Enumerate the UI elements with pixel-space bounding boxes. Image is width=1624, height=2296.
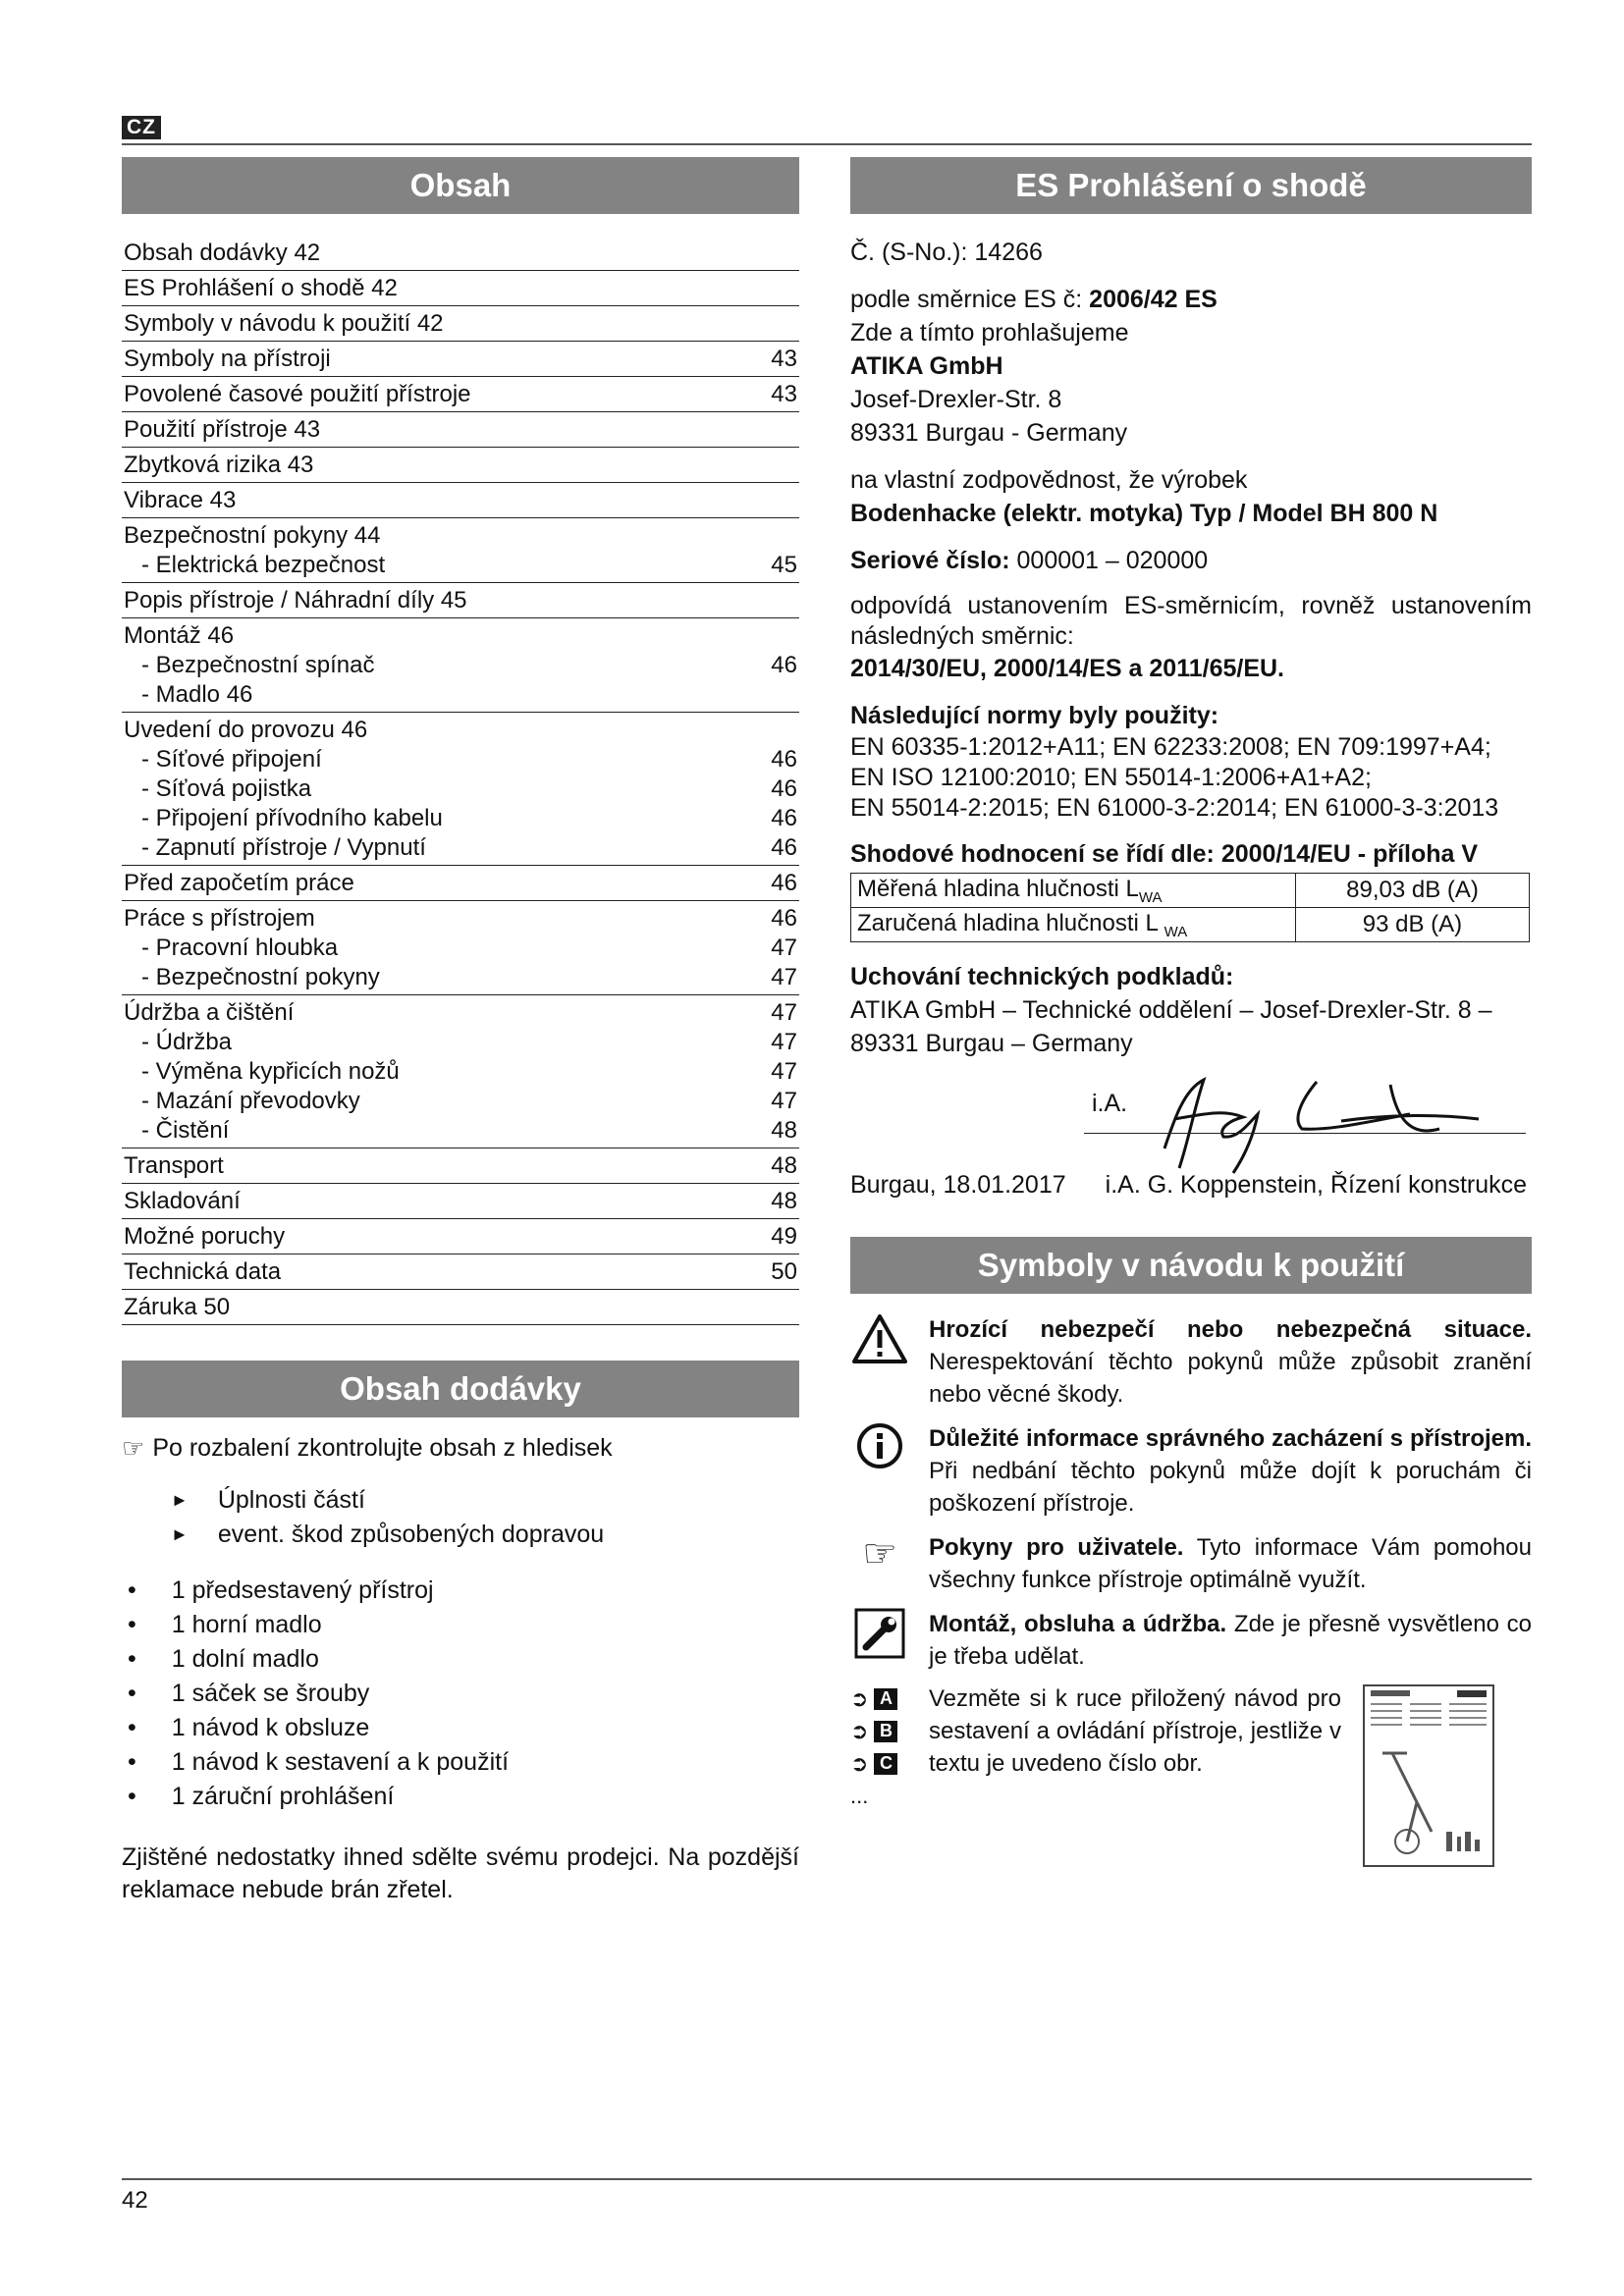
responsibility-line: na vlastní zodpovědnost, že výrobek <box>850 466 1248 494</box>
toc-entry <box>122 1148 799 1184</box>
symbol-desc: Při nedbání těchto pokynů může dojít k poruchám či poškození přístroje. <box>929 1458 1532 1517</box>
norm-line: EN 60335-1:2012+A11; EN 62233:2008; EN 709:1997+A4; <box>850 733 1491 761</box>
toc-title: - Mazání převodovky <box>141 1088 360 1114</box>
noise-label: Zaručená hladina hlučnosti L <box>857 909 1164 936</box>
toc-line <box>124 1151 797 1181</box>
directive-line <box>850 283 1532 316</box>
toc-entry <box>122 448 799 483</box>
docs-title: Uchování technických podkladů: <box>850 963 1234 990</box>
item-text: 1 návod k sestavení a k použití <box>171 1748 510 1776</box>
serial-label: Seriové číslo: <box>850 547 1017 574</box>
page-number: 42 <box>122 2187 148 2214</box>
language-badge: CZ <box>122 116 161 139</box>
symbol-bold: Montáž, obsluha a údržba. <box>929 1611 1227 1637</box>
figure-ref-c <box>850 1747 929 1780</box>
warning-triangle-icon <box>850 1313 909 1411</box>
toc-title: Povolené časové použití přístroje <box>124 381 471 407</box>
norm-line: EN ISO 12100:2010; EN 55014-1:2006+A1+A2; <box>850 764 1372 791</box>
list-item <box>171 1483 799 1518</box>
toc-entry <box>122 306 799 342</box>
toc-entry <box>122 483 799 518</box>
declaration-number: Č. (S-No.): 14266 <box>850 239 1043 266</box>
toc-title: - Bezpečnostní pokyny <box>141 964 380 990</box>
toc-title: - Zapnutí přístroje / Vypnutí <box>141 834 426 861</box>
item-text: 1 návod k obsluze <box>171 1714 370 1741</box>
serial-line <box>850 544 1532 577</box>
header-rule <box>122 143 1532 145</box>
toc-page-number: 49 <box>771 1223 797 1250</box>
arrow-right-icon: ➲ <box>850 1750 869 1776</box>
toc-title: Symboly v návodu k použití 42 <box>124 310 444 337</box>
company-name: ATIKA GmbH <box>850 352 1003 380</box>
toc-line <box>124 521 797 551</box>
toc-line <box>124 1222 797 1252</box>
symbol-text-warning <box>929 1313 1532 1411</box>
delivery-hint <box>122 1433 799 1464</box>
list-item <box>122 1711 799 1745</box>
toc-entry <box>122 236 799 271</box>
company-city: 89331 Burgau - Germany <box>850 419 1128 447</box>
toc-subentry <box>124 680 797 710</box>
toc-subentry <box>124 651 797 680</box>
toc-header: Obsah <box>122 157 799 214</box>
toc-page-number: 46 <box>771 834 797 861</box>
toc-entry <box>122 1184 799 1219</box>
right-column <box>850 157 1532 1867</box>
toc-subentry <box>124 963 797 992</box>
toc-page-number: 45 <box>771 552 797 578</box>
figure-letter: B <box>874 1721 897 1742</box>
toc-entry <box>122 518 799 583</box>
toc-title: Obsah dodávky 42 <box>124 240 321 266</box>
toc-title: Bezpečnostní pokyny 44 <box>124 522 381 549</box>
signature-rule <box>1084 1133 1526 1134</box>
triangle-arrow-icon: ► <box>171 1524 189 1544</box>
figure-ref-b <box>850 1715 929 1747</box>
toc-title: Technická data <box>124 1258 282 1285</box>
toc-title: - Madlo 46 <box>141 681 253 708</box>
toc-line <box>124 380 797 409</box>
toc-line <box>124 586 797 615</box>
table-of-contents <box>122 236 799 1325</box>
toc-line <box>124 274 797 303</box>
assessment-line: Shodové hodnocení se řídí dle: 2000/14/EU - příloha V <box>850 840 1479 868</box>
symbol-bold: Pokyny pro uživatele. <box>929 1534 1184 1561</box>
toc-title: Symboly na přístroji <box>124 346 331 372</box>
toc-entry <box>122 995 799 1148</box>
toc-line <box>124 716 797 745</box>
norms-list <box>850 732 1532 824</box>
toc-page-number: 47 <box>771 1029 797 1055</box>
toc-page-number: 48 <box>771 1188 797 1214</box>
symbol-desc: Nerespektování těchto pokynů může způsobit zranění nebo věcné škody. <box>929 1349 1532 1408</box>
bullet-icon: • <box>128 1611 136 1638</box>
figure-reference-text: Vezměte si k ruce přiložený návod pro sestavení a ovládání přístroje, jestliže v textu je uvedeno číslo obr. <box>929 1685 1341 1777</box>
toc-page-number: 48 <box>771 1117 797 1144</box>
toc-page-number: 47 <box>771 934 797 961</box>
symbol-row-assembly <box>850 1608 1532 1673</box>
list-item <box>122 1677 799 1711</box>
toc-subentry <box>124 774 797 804</box>
symbol-text-hint <box>929 1531 1532 1596</box>
symbol-row-hint <box>850 1531 1532 1596</box>
toc-entry <box>122 866 799 901</box>
toc-title: Transport <box>124 1152 224 1179</box>
toc-subentry <box>124 1116 797 1146</box>
toc-page-number: 47 <box>771 1088 797 1114</box>
toc-title: Údržba a čištění <box>124 999 295 1026</box>
symbol-bold: Hrozící nebezpečí nebo nebezpečná situace. <box>929 1316 1532 1343</box>
toc-title: Práce s přístrojem <box>124 905 315 932</box>
item-text: 1 předsestavený přístroj <box>171 1576 434 1604</box>
place-date: Burgau, 18.01.2017 <box>850 1171 1066 1199</box>
symbol-row-info <box>850 1422 1532 1520</box>
toc-line <box>124 415 797 445</box>
item-text: 1 horní madlo <box>171 1611 322 1638</box>
toc-entry <box>122 901 799 995</box>
toc-page-number: 46 <box>771 805 797 831</box>
noise-sub: WA <box>1164 923 1188 940</box>
toc-line <box>124 1257 797 1287</box>
bullet-icon: • <box>128 1645 136 1673</box>
delivery-hint-text: Po rozbalení zkontrolujte obsah z hledisek <box>152 1434 613 1462</box>
symbol-bold: Důležité informace správného zacházení s přístrojem. <box>929 1425 1532 1452</box>
toc-page-number: 47 <box>771 1058 797 1085</box>
declare-line: Zde a tímto prohlašujeme <box>850 319 1129 347</box>
product-line: Bodenhacke (elektr. motyka) Typ / Model BH 800 N <box>850 500 1438 527</box>
toc-title: - Síťová pojistka <box>141 775 312 802</box>
figure-letter: A <box>874 1688 897 1710</box>
symbol-row-warning <box>850 1313 1532 1411</box>
arrow-right-icon: ➲ <box>850 1685 869 1711</box>
pointing-hand-icon: ☞ <box>862 1532 897 1575</box>
delivery-checks <box>171 1483 799 1552</box>
list-item <box>122 1574 799 1608</box>
toc-title: Před započetím práce <box>124 870 354 896</box>
toc-subentry <box>124 551 797 580</box>
toc-title: Záruka 50 <box>124 1294 231 1320</box>
list-item <box>122 1642 799 1677</box>
toc-line <box>124 621 797 651</box>
serial-value: 000001 – 020000 <box>1016 547 1209 574</box>
list-item <box>122 1745 799 1780</box>
norm-line: EN 55014-2:2015; EN 61000-3-2:2014; EN 61000-3-3:2013 <box>850 794 1499 822</box>
pointing-hand-icon: ☞ <box>122 1433 145 1463</box>
toc-subentry <box>124 1087 797 1116</box>
toc-line <box>124 451 797 480</box>
toc-entry <box>122 1219 799 1255</box>
toc-title: Vibrace 43 <box>124 487 237 513</box>
noise-table <box>850 873 1530 942</box>
symbol-text-assembly <box>929 1608 1532 1673</box>
symbols-header: Symboly v návodu k použití <box>850 1237 1532 1294</box>
toc-title: Zbytková rizika 43 <box>124 452 314 478</box>
toc-title: - Údržba <box>141 1029 233 1055</box>
toc-title: ES Prohlášení o shodě 42 <box>124 275 398 301</box>
toc-title: Možné poruchy <box>124 1223 286 1250</box>
toc-title: Uvedení do provozu 46 <box>124 717 368 743</box>
toc-page-number: 46 <box>771 652 797 678</box>
noise-sub: WA <box>1138 888 1163 906</box>
list-item <box>171 1518 799 1552</box>
toc-entry <box>122 271 799 306</box>
left-column <box>122 157 799 1906</box>
toc-title: Skladování <box>124 1188 241 1214</box>
noise-label-cell <box>851 908 1296 942</box>
toc-subentry <box>124 745 797 774</box>
directive-value: 2006/42 ES <box>1089 286 1218 313</box>
toc-subentry <box>124 934 797 963</box>
toc-entry <box>122 412 799 448</box>
delivery-header: Obsah dodávky <box>122 1361 799 1417</box>
bullet-icon: • <box>128 1783 136 1810</box>
info-icon <box>850 1422 909 1520</box>
toc-line <box>124 904 797 934</box>
table-row <box>851 874 1530 908</box>
toc-line <box>124 998 797 1028</box>
toc-page-number: 47 <box>771 964 797 990</box>
toc-line <box>124 309 797 339</box>
list-item <box>122 1608 799 1642</box>
noise-label: Měřená hladina hlučnosti L <box>857 875 1139 902</box>
toc-entry <box>122 1255 799 1290</box>
toc-page-number: 47 <box>771 999 797 1026</box>
bullet-icon: • <box>128 1680 136 1707</box>
toc-page-number: 46 <box>771 775 797 802</box>
toc-title: - Elektrická bezpečnost <box>141 552 386 578</box>
check-text: Úplnosti částí <box>217 1486 365 1514</box>
toc-entry <box>122 713 799 866</box>
noise-value-cell: 93 dB (A) <box>1296 908 1530 942</box>
toc-page-number: 43 <box>771 346 797 372</box>
signatory: i.A. G. Koppenstein, Řízení konstrukce <box>1105 1171 1528 1199</box>
toc-title: - Čistění <box>141 1117 230 1144</box>
toc-page-number: 46 <box>771 746 797 773</box>
toc-subentry <box>124 1028 797 1057</box>
toc-page-number: 43 <box>771 381 797 407</box>
toc-subentry <box>124 833 797 863</box>
company-street: Josef-Drexler-Str. 8 <box>850 386 1062 413</box>
directive-prefix: podle směrnice ES č: <box>850 286 1090 313</box>
toc-title: Použití přístroje 43 <box>124 416 321 443</box>
toc-title: - Výměna kypřicích nožů <box>141 1058 400 1085</box>
toc-entry <box>122 583 799 618</box>
delivery-items <box>122 1574 799 1814</box>
delivery-note: Zjištěné nedostatky ihned sdělte svému prodejci. Na pozdější reklamace nebude brán zřetel. <box>122 1843 799 1903</box>
conformity-text: odpovídá ustanovením ES-směrnicím, rovněž ustanovením následných směrnic: <box>850 592 1532 650</box>
table-row <box>851 908 1530 942</box>
toc-page-number: 48 <box>771 1152 797 1179</box>
toc-title: Popis přístroje / Náhradní díly 45 <box>124 587 467 614</box>
noise-value-cell: 89,03 dB (A) <box>1296 874 1530 908</box>
toc-entry <box>122 1290 799 1325</box>
toc-title: - Připojení přívodního kabelu <box>141 805 443 831</box>
toc-subentry <box>124 1057 797 1087</box>
figure-ref-a <box>850 1682 929 1715</box>
toc-page-number: 46 <box>771 870 797 896</box>
toc-entry <box>122 342 799 377</box>
symbol-desc: Tyto informace Vám pomohou všechny funkce přístroje optimálně využít. <box>929 1534 1532 1593</box>
toc-title: - Bezpečnostní spínač <box>141 652 375 678</box>
toc-title: Montáž 46 <box>124 622 235 649</box>
item-text: 1 záruční prohlášení <box>171 1783 395 1810</box>
toc-line <box>124 1293 797 1322</box>
toc-subentry <box>124 804 797 833</box>
symbol-desc: Zde je přesně vysvětleno co je třeba udělat. <box>929 1611 1533 1670</box>
arrow-right-icon: ➲ <box>850 1718 869 1743</box>
toc-line <box>124 869 797 898</box>
docs-line-1: ATIKA GmbH – Technické oddělení – Josef-Drexler-Str. 8 – <box>850 996 1492 1024</box>
handwritten-signature <box>1145 1060 1498 1178</box>
signature-area <box>850 1060 1532 1168</box>
check-text: event. škod způsobených dopravou <box>217 1521 605 1548</box>
toc-page-number: 50 <box>771 1258 797 1285</box>
toc-entry <box>122 618 799 713</box>
figure-reference-block <box>850 1682 1532 1867</box>
manual-thumbnail-image <box>1363 1684 1494 1867</box>
toc-line <box>124 1187 797 1216</box>
bullet-icon: • <box>128 1714 136 1741</box>
item-text: 1 sáček se šrouby <box>171 1680 370 1707</box>
norms-title: Následující normy byly použity: <box>850 702 1219 729</box>
toc-line <box>124 486 797 515</box>
declaration-header: ES Prohlášení o shodě <box>850 157 1532 214</box>
toc-entry <box>122 377 799 412</box>
toc-title: - Pracovní hloubka <box>141 934 339 961</box>
noise-label-cell <box>851 874 1296 908</box>
figure-letter: C <box>874 1753 897 1775</box>
directives-line: 2014/30/EU, 2000/14/ES a 2011/65/EU. <box>850 655 1285 682</box>
ellipsis: ... <box>850 1783 869 1808</box>
bullet-icon: • <box>128 1748 136 1776</box>
footer-rule <box>122 2178 1532 2180</box>
toc-line <box>124 239 797 268</box>
wrench-icon <box>850 1608 909 1673</box>
item-text: 1 dolní madlo <box>171 1645 319 1673</box>
triangle-arrow-icon: ► <box>171 1490 189 1510</box>
list-item <box>122 1780 799 1814</box>
toc-page-number: 46 <box>771 905 797 932</box>
figure-reference-icons <box>850 1682 929 1867</box>
symbol-text-info <box>929 1422 1532 1520</box>
bullet-icon: • <box>128 1576 136 1604</box>
toc-line <box>124 345 797 374</box>
docs-line-2: 89331 Burgau – Germany <box>850 1030 1133 1057</box>
toc-title: - Síťové připojení <box>141 746 322 773</box>
signature-ia: i.A. <box>1092 1090 1128 1117</box>
